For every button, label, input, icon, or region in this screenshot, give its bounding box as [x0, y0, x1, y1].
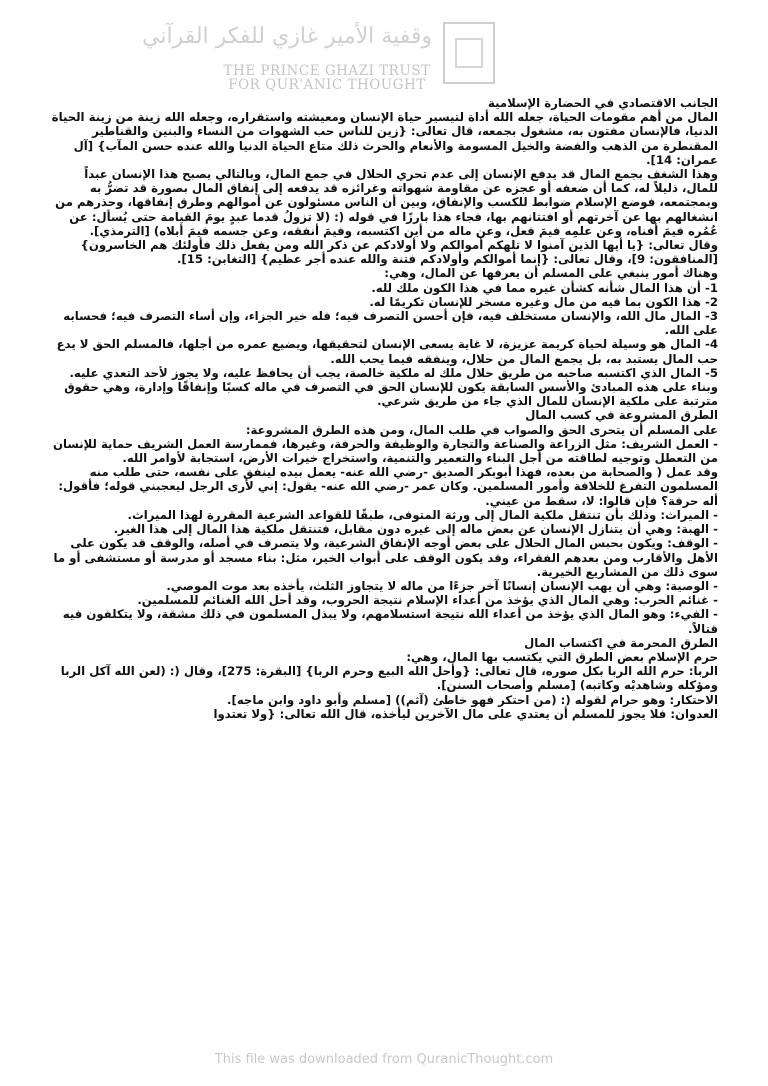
- section-heading: الطرق المحرمة في اكتساب المال: [524, 635, 718, 650]
- trust-name-line-2: FOR QUR'ANIC THOUGHT: [228, 77, 426, 93]
- document-body: [50, 96, 718, 1036]
- paragraph: وبناء على هذه المبادئ والأسس السابقة يكون للإنسان الحق في التصرف في ماله كسبًا وإنفاقًا وإدارة، وهي حقوق مترتبة على ملكية الإنسان للمال الذي جاء من طريق شرعي.: [64, 380, 718, 409]
- list-item: - الوقف: ويكون بحبس المال الحلال على بعض أوجه الإنفاق الشرعية، ولا يتصرف في أصله، والوقف قد يكون على الأهل والأقارب ومن بعدهم الفقراء، وقد يكون الوقف على أبواب الخير، مثل: بناء مسجد أو مدرسة أو مستشفى أو ما سوى ذلك من المشاريع الخيرية.: [53, 536, 718, 579]
- list-item: 5- المال الذي اكتسبه صاحبه من طريق حلال ملك له ملكية خالصة، يجب أن يحافظ عليه، ولا يجوز لأحد التعدي عليه.: [69, 365, 718, 380]
- list-item: 2- هذا الكون بما فيه من مال وغيره مسخر للإنسان تكريمًا له.: [369, 294, 718, 309]
- section-title: الجانب الاقتصادي في الحضارة الإسلامية: [488, 96, 718, 110]
- list-item: - الهبة: وهي أن يتنازل الإنسان عن بعض ماله إلى غيره دون مقابل، فتنتقل ملكية هذا المال إلى هذا الغير.: [113, 522, 718, 537]
- list-item: 4- المال هو وسيلة لحياة كريمة عزيزة، لا غاية يسعى الإنسان لتحقيقها، ويضيع عمره من أجلها، فالمسلم الحق لا يدع حب المال يستبد به، بل يجمع المال من حلال، وينفقه فيما يحب الله.: [56, 337, 718, 366]
- paragraph: المال من أهم مقومات الحياة، جعله الله أداة لتيسير حياة الإنسان ومعيشته واستقراره، وجعله الله زينة من زينة الحياة الدنيا، فالإنسان مفتون به، مشغول بجمعه، قال تعالى: {زين للناس حب الشهوات من النساء والبنين والقناطير المقنطرة من الذهب والفضة والخيل المسومة والأنعام والحرث ذلك متاع الحياة الدنيا والله عنده حسن المآب} [آل عمران: 14].: [51, 110, 718, 167]
- list-item: الاحتكار: وهو حرام لقوله (: (من احتكر فهو خاطئ (آثم)) [مسلم وأبو داود وابن ماجه].: [227, 692, 718, 707]
- paragraph: وقد عمل ( والصحابة من بعده، فهذا أبوبكر الصديق -رضي الله عنه- يعمل بيده لينفق على نفسه، حتى طلب منه المسلمون التفرغ للخلافة وأمور المسلمين. وكان عمر -رضي الله عنه- يقول: إني لأرى الرجل ليعجبني قوله؛ فأقول: أله حرفة؟ فإن قالوا: لا، سقط من عيني.: [58, 465, 718, 508]
- paragraph: وقال تعالى: {يا أيها الذين آمنوا لا تلهكم أموالكم ولا أولادكم عن ذكر الله ومن يفعل ذلك فأولئك هم الخاسرون} [المنافقون: 9]، وقال تعالى: {إنما أموالكم وأولادكم فتنة والله عنده أجر عظيم} [التغابن: 15].: [80, 238, 718, 267]
- list-item: - الفيء: وهو المال الذي يؤخذ من أعداء الله نتيجة استسلامهم، ولا يبذل المسلمون في ذلك مشقة، ولا يتكلفون فيه قتالاً.: [62, 607, 718, 636]
- page-header: [0, 0, 768, 100]
- trust-name: [222, 64, 432, 92]
- trust-logo-icon: [443, 22, 495, 84]
- download-footer: This file was downloaded from QuranicThought.com: [214, 1052, 554, 1067]
- list-item: العدوان: فلا يجوز للمسلم أن يعتدي على مال الآخرين ليأخذه، قال الله تعالى: {ولا تعتدوا: [213, 706, 718, 721]
- list-item: - الميراث: وذلك بأن تنتقل ملكية المال إلى ورثة المتوفى، طبقًا للقواعد الشرعية المقررة لهذا الميراث.: [127, 507, 718, 522]
- trust-name-line-1: THE PRINCE GHAZI TRUST: [223, 63, 431, 79]
- list-item: - العمل الشريف: مثل الزراعة والصناعة والتجارة والوظيفة والحرفة، وغيرها، فممارسة العمل الشريف حماية للإنسان من التعطل وتوجيه لطاقته من أجل البناء والتعمير والتنمية، واستخراج خيرات الأرض، استجابة لأوامر الله.: [52, 436, 718, 466]
- list-item: الربا: حرم الله الربا بكل صوره، قال تعالى: {وأحل الله البيع وحرم الربا} [البقرة: 275]، وقال (: (لعن الله آكل الربا ومؤكله وشاهديْه وكاتبه) [مسلم وأصحاب السنن].: [60, 664, 718, 693]
- paragraph: وهذا الشغف بجمع المال قد يدفع الإنسان إلى عدم تحري الحلال في جمع المال، وبالتالي يصبح هذا الإنسان عبداً للمال، ذليلاً له، كما أن ضعفه أو عجزه عن مقاومة شهواته وغرائزه قد يدفعه إلى إنفاق المال بصورة قد تضرُّ به وبمجتمعه، فوضع الإسلام ضوابط للكسب والإنفاق، وبين أن الناس مسئولون عن أموالهم وطرق إنفاقها، وحذرهم من انشغالهم بها عن آخرتهم أو افتتانهم بها، فجاء هذا بارزًا في قوله (: (لا تزولُ قدما عبدٍ يومَ القيامة حتى يُسأل: عن عُمُره فيمَ أفناه، وعن علمِه فيمَ فعل، وعن ماله من أين اكتسبه، وفيمَ أنفقه، وعن جسمه فيمَ أبلاه) [الترمذي].: [55, 167, 718, 238]
- list-item: 1- أن هذا المال شأنه كشأن غيره مما في هذا الكون ملك لله.: [371, 280, 718, 295]
- section-heading: الطرق المشروعة في كسب المال: [525, 408, 718, 423]
- list-item: 3- المال مال الله، والإنسان مستخلف فيه، فإن أحسن التصرف فيه؛ فله خير الجزاء، وإن أساء التصرف فيه؛ فحسابه على الله.: [63, 309, 718, 338]
- list-item: - غنائم الحرب: وهي المال الذي يؤخذ من أعداء الإسلام نتيجة الحروب، وقد أحل الله الغنائم للمسلمين.: [137, 593, 718, 608]
- paragraph: حرم الإسلام بعض الطرق التي يكتسب بها المال، وهي:: [406, 649, 718, 664]
- trust-logo-calligraphy: وقفية الأمير غازي للفكر القرآني: [141, 24, 432, 49]
- paragraph: على المسلم أن يتحرى الحق والصواب في طلب المال، ومن هذه الطرق المشروعة:: [245, 422, 718, 437]
- list-item: - الوصية: وهي أن يهب الإنسان إنسانًا آخر جزءًا من ماله لا يتجاوز الثلث، يأخذه بعد موت الموصي.: [166, 578, 718, 593]
- paragraph: وهناك أمور ينبغي على المسلم أن يعرفها عن المال، وهي:: [384, 266, 718, 281]
